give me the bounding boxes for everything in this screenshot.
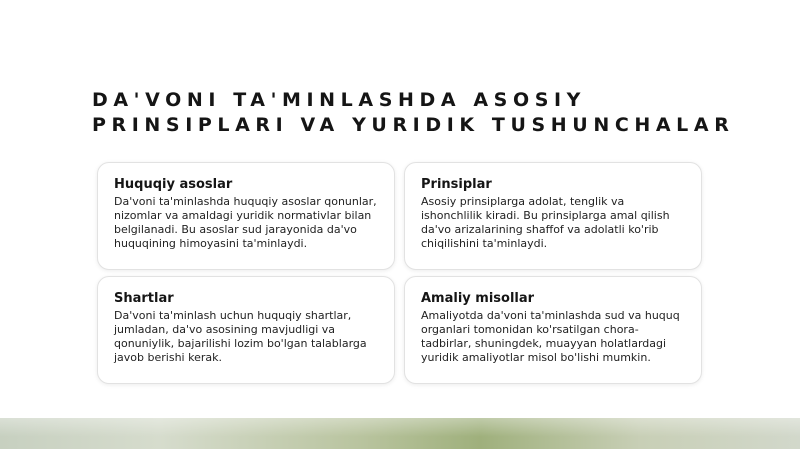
card-heading: Huquqiy asoslar (114, 177, 233, 192)
card-body-line: Asosiy prinsiplarga adolat, tenglik va (421, 195, 625, 208)
card-body-line: da'vo arizalarining shaffof va adolatli ko'rib (421, 223, 659, 236)
card-heading: Shartlar (114, 291, 174, 306)
card-body-line: jumladan, da'vo asosining mavjudligi va (114, 323, 336, 336)
card-body (114, 309, 380, 365)
slide-title-line-1: DA'VONI TA'MINLASHDA ASOSIY (92, 89, 587, 111)
card-body-line: Amaliyotda da'voni ta'minlashda sud va huquq (421, 309, 680, 322)
card-body-line: yuridik amaliyotlar misol bo'lishi mumkin. (421, 351, 651, 364)
card-prinsiplar (404, 162, 702, 270)
card-body-line: organlari tomonidan ko'rsatilgan chora- (421, 323, 639, 336)
card-body (421, 309, 687, 365)
card-body-line: tadbirlar, shuningdek, muayyan holatlardagi (421, 337, 667, 350)
card-body-line: qonuniylik, bajarilishi lozim bo'lgan talablarga (114, 337, 367, 350)
card-body-line: Da'voni ta'minlashda huquqiy asoslar qonunlar, (114, 195, 377, 208)
slide-title (92, 88, 734, 138)
card-body (114, 195, 380, 251)
card-body-line: nizomlar va amaldagi yuridik normativlar bilan (114, 209, 372, 222)
card-body-line: Da'voni ta'minlash uchun huquqiy shartlar, (114, 309, 352, 322)
card-body (421, 195, 687, 251)
card-body-line: chiqilishini ta'minlaydi. (421, 237, 548, 250)
card-shartlar (97, 276, 395, 384)
card-body-line: ishonchlilik kiradi. Bu prinsiplarga amal qilish (421, 209, 670, 222)
card-huquqiy-asoslar (97, 162, 395, 270)
card-body-line: javob berishi kerak. (114, 351, 222, 364)
card-heading: Amaliy misollar (421, 291, 535, 306)
card-body-line: huquqining himoyasini ta'minlaydi. (114, 237, 308, 250)
decorative-footer-image (0, 418, 800, 449)
card-body-line: belgilanadi. Bu asoslar sud jarayonida da'vo (114, 223, 357, 236)
card-heading: Prinsiplar (421, 177, 492, 192)
slide-title-line-2: PRINSIPLARI VA YURIDIK TUSHUNCHALAR (92, 114, 735, 136)
card-amaliy-misollar (404, 276, 702, 384)
